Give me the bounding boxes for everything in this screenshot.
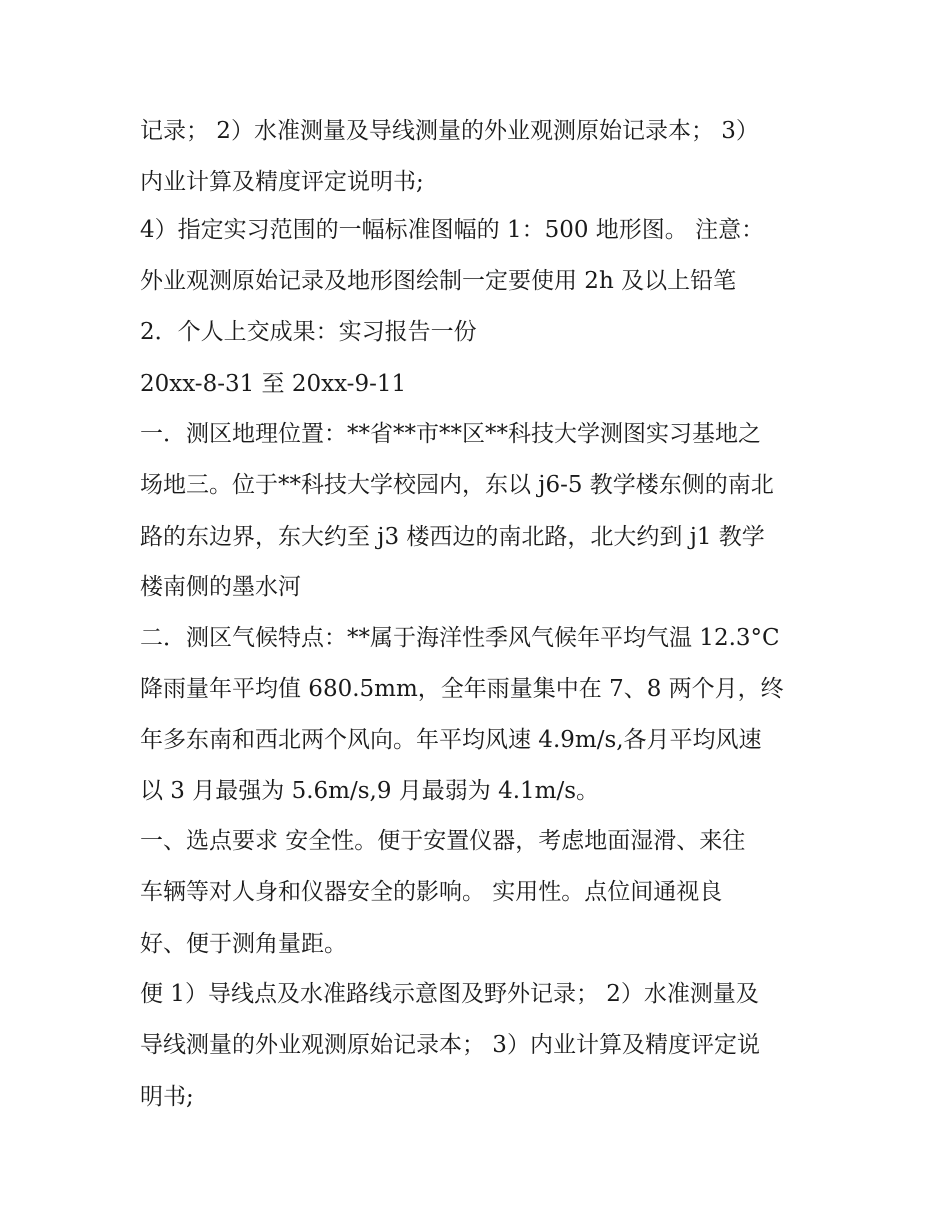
- text-line: 路的东边界，东大约至 j3 楼西边的南北路，北大约到 j1 教学: [140, 524, 765, 550]
- text-line: 场地三。位于**科技大学校园内，东以 j6-5 教学楼东侧的南北: [140, 472, 774, 498]
- text-line: 2．个人上交成果：实习报告一份: [140, 319, 477, 345]
- text-line: 车辆等对人身和仪器安全的影响。 实用性。点位间通视良: [140, 879, 723, 905]
- text-line: 二．测区气候特点：**属于海洋性季风气候年平均气温 12.3°C: [140, 625, 780, 651]
- text-line: 明书;: [140, 1084, 194, 1110]
- text-line: 一、选点要求 安全性。便于安置仪器，考虑地面湿滑、来往: [140, 828, 746, 854]
- text-line: 便 1）导线点及水准路线示意图及野外记录； 2）水准测量及: [140, 981, 759, 1007]
- text-line: 4）指定实习范围的一幅标准图幅的 1：500 地形图。 注意：: [140, 217, 765, 243]
- text-line: 以 3 月最强为 5.6m/s,9 月最弱为 4.1m/s。: [140, 778, 600, 804]
- text-line: 记录； 2）水准测量及导线测量的外业观测原始记录本； 3）: [140, 118, 759, 144]
- text-line: 20xx-8-31 至 20xx-9-11: [140, 371, 407, 397]
- text-line: 降雨量年平均值 680.5mm，全年雨量集中在 7、8 两个月，终: [140, 676, 784, 702]
- text-line: 外业观测原始记录及地形图绘制一定要使用 2h 及以上铅笔: [140, 268, 737, 294]
- text-line: 导线测量的外业观测原始记录本； 3）内业计算及精度评定说: [140, 1032, 760, 1058]
- text-line: 一．测区地理位置：**省**市**区**科技大学测图实习基地之: [140, 421, 761, 447]
- text-line: 内业计算及精度评定说明书;: [140, 169, 424, 195]
- text-line: 楼南侧的墨水河: [140, 574, 301, 600]
- text-line: 好、便于测角量距。: [140, 931, 347, 957]
- text-line: 年多东南和西北两个风向。年平均风速 4.9m/s,各月平均风速: [140, 727, 762, 753]
